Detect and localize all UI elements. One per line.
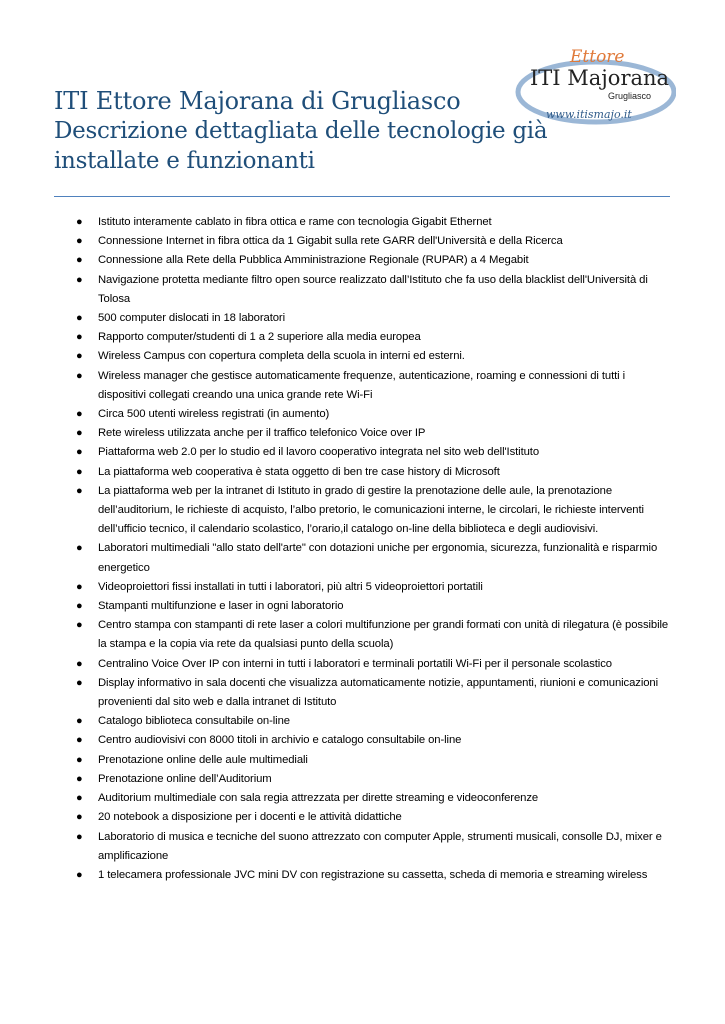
list-item-text: Laboratori multimediali "allo stato dell'arte" con dotazioni uniche per ergonomia, sicurezza, funzionalità e risparmio energetico bbox=[98, 542, 658, 574]
list-item bbox=[74, 655, 674, 674]
bullet-icon: ● bbox=[76, 484, 83, 497]
list-item bbox=[74, 789, 674, 808]
list-item bbox=[74, 808, 674, 827]
list-item-text: Wireless manager che gestisce automaticamente frequenze, autenticazione, roaming e connessioni di tutti i dispositivi collegati creando una unica grande rete Wi-Fi bbox=[98, 369, 626, 401]
list-item bbox=[74, 712, 674, 731]
list-item-text: Istituto interamente cablato in fibra ottica e rame con tecnologia Gigabit Ethernet bbox=[98, 216, 492, 228]
header bbox=[54, 86, 672, 176]
list-item bbox=[74, 405, 674, 424]
list-item-text: Prenotazione online delle aule multimediali bbox=[98, 753, 308, 766]
bullet-icon: ● bbox=[76, 580, 83, 593]
list-item bbox=[74, 213, 674, 232]
list-item-text: Centralino Voice Over IP con interni in tutti i laboratori e terminali portatili Wi-Fi per il personale scolastico bbox=[98, 657, 612, 670]
list-item bbox=[74, 578, 674, 597]
bullet-icon: ● bbox=[76, 600, 83, 613]
list-item-text: Connessione alla Rete della Pubblica Amministrazione Regionale (RUPAR) a 4 Megabit bbox=[98, 254, 529, 267]
bullet-icon: ● bbox=[76, 772, 83, 785]
list-item bbox=[74, 539, 674, 577]
list-item bbox=[74, 751, 674, 770]
list-item bbox=[74, 616, 674, 654]
bullet-icon: ● bbox=[76, 235, 83, 248]
list-item-text: 500 computer dislocati in 18 laboratori bbox=[98, 312, 286, 325]
list-item-text: Laboratorio di musica e tecniche del suono attrezzato con computer Apple, strumenti musicali, consolle DJ, mixer e amplificazione bbox=[98, 830, 662, 862]
list-item-text: 1 telecamera professionale JVC mini DV con registrazione su cassetta, scheda di memoria e streaming wireless bbox=[98, 868, 648, 881]
title-divider bbox=[54, 196, 670, 197]
bullet-icon: ● bbox=[76, 465, 83, 478]
bullet-icon: ● bbox=[76, 369, 83, 382]
list-item-text: La piattaforma web per la intranet di Istituto in grado di gestire la prenotazione delle aule, la prenotazione dell’auditorium, le richieste di acquisto, l’albo pretorio, le comunicazioni interne, le circolari, le richieste interventi dell’ufficio tecnico, il calendario scolastico, l’orario,il catalogo on-line della biblioteca e degli audiovisivi. bbox=[98, 484, 644, 536]
bullet-icon: ● bbox=[76, 811, 83, 824]
bullet-icon: ● bbox=[76, 868, 83, 881]
list-item bbox=[74, 271, 674, 309]
page-subtitle-line-1: Descrizione dettagliata delle tecnologie già bbox=[54, 118, 548, 144]
bullet-icon: ● bbox=[76, 792, 83, 805]
page-subtitle-line-2: installate e funzionanti bbox=[54, 148, 315, 174]
list-item bbox=[74, 251, 674, 270]
list-item-text: Connessione Internet in fibra ottica da 1 Gigabit sulla rete GARR dell'Università e della Ricerca bbox=[98, 235, 563, 248]
bullet-icon: ● bbox=[76, 542, 83, 555]
list-item-text: Stampanti multifunzione e laser in ogni laboratorio bbox=[98, 600, 344, 613]
list-item bbox=[74, 770, 674, 789]
list-item-text: Prenotazione online dell’Auditorium bbox=[98, 772, 272, 785]
bullet-icon: ● bbox=[76, 350, 83, 363]
list-item bbox=[74, 463, 674, 482]
bullet-icon: ● bbox=[76, 715, 83, 728]
bullet-icon: ● bbox=[76, 216, 83, 228]
list-item bbox=[74, 674, 674, 712]
list-item bbox=[74, 424, 674, 443]
bullet-icon: ● bbox=[76, 254, 83, 267]
list-item bbox=[74, 597, 674, 616]
logo-url: www.itismajo.it bbox=[546, 108, 632, 121]
list-item bbox=[74, 482, 674, 540]
list-item bbox=[74, 309, 674, 328]
list-item-text: Centro stampa con stampanti di rete laser a colori multifunzione per grandi formati con unità di rilegatura (è possibile la stampa e la copia via rete da qualsiasi punto della scuola) bbox=[98, 619, 669, 651]
list-item-text: Piattaforma web 2.0 per lo studio ed il lavoro cooperativo integrata nel sito web dell'Istituto bbox=[98, 446, 540, 459]
list-item-text: Centro audiovisivi con 8000 titoli in archivio e catalogo consultabile on-line bbox=[98, 734, 462, 747]
bullet-icon: ● bbox=[76, 312, 83, 325]
list-item-text: Circa 500 utenti wireless registrati (in aumento) bbox=[98, 408, 330, 421]
list-item bbox=[74, 232, 674, 251]
list-item bbox=[74, 828, 674, 866]
list-item-text: Display informativo in sala docenti che visualizza automaticamente notizie, appuntamenti, riunioni e comunicazioni provenienti dal sito web e dalla intranet di Istituto bbox=[98, 676, 659, 709]
list-item-text: Videoproiettori fissi installati in tutti i laboratori, più altri 5 videoproiettori portatili bbox=[98, 580, 483, 593]
list-item-text: 20 notebook a disposizione per i docenti e le attività didattiche bbox=[98, 811, 402, 824]
list-item bbox=[74, 367, 674, 405]
technology-list bbox=[74, 213, 674, 885]
list-item-text: Wireless Campus con copertura completa della scuola in interni ed esterni. bbox=[98, 350, 465, 363]
list-item-text: Rapporto computer/studenti di 1 a 2 superiore alla media europea bbox=[98, 331, 421, 344]
bullet-icon: ● bbox=[76, 331, 83, 344]
list-item bbox=[74, 866, 674, 885]
bullet-icon: ● bbox=[76, 619, 83, 632]
list-item bbox=[74, 443, 674, 462]
bullet-icon: ● bbox=[76, 427, 83, 440]
list-item-text: Navigazione protetta mediante filtro open source realizzato dall’Istituto che fa uso della blacklist dell'Università di Tolosa bbox=[98, 273, 648, 305]
list-item-text: Rete wireless utilizzata anche per il traffico telefonico Voice over IP bbox=[98, 427, 426, 440]
list-item bbox=[74, 328, 674, 347]
list-item bbox=[74, 347, 674, 366]
logo-place: Grugliasco bbox=[608, 91, 652, 101]
bullet-icon: ● bbox=[76, 408, 83, 421]
bullet-icon: ● bbox=[76, 446, 83, 459]
bullet-icon: ● bbox=[76, 753, 83, 766]
bullet-icon: ● bbox=[76, 734, 83, 747]
list-item bbox=[74, 731, 674, 750]
bullet-icon: ● bbox=[76, 273, 83, 286]
bullet-icon: ● bbox=[76, 830, 83, 843]
page-title: ITI Ettore Majorana di Grugliasco bbox=[54, 87, 461, 115]
logo-script-text: Ettore bbox=[570, 47, 625, 67]
list-item-text: Auditorium multimediale con sala regia attrezzata per dirette streaming e videoconferenze bbox=[98, 792, 539, 805]
bullet-icon: ● bbox=[76, 676, 83, 689]
logo-name: ITI Majorana bbox=[530, 66, 670, 90]
bullet-icon: ● bbox=[76, 657, 83, 670]
list-item-text: La piattaforma web cooperativa è stata oggetto di ben tre case history di Microsoft bbox=[98, 465, 500, 478]
list-item-text: Catalogo biblioteca consultabile on-line bbox=[98, 715, 290, 728]
